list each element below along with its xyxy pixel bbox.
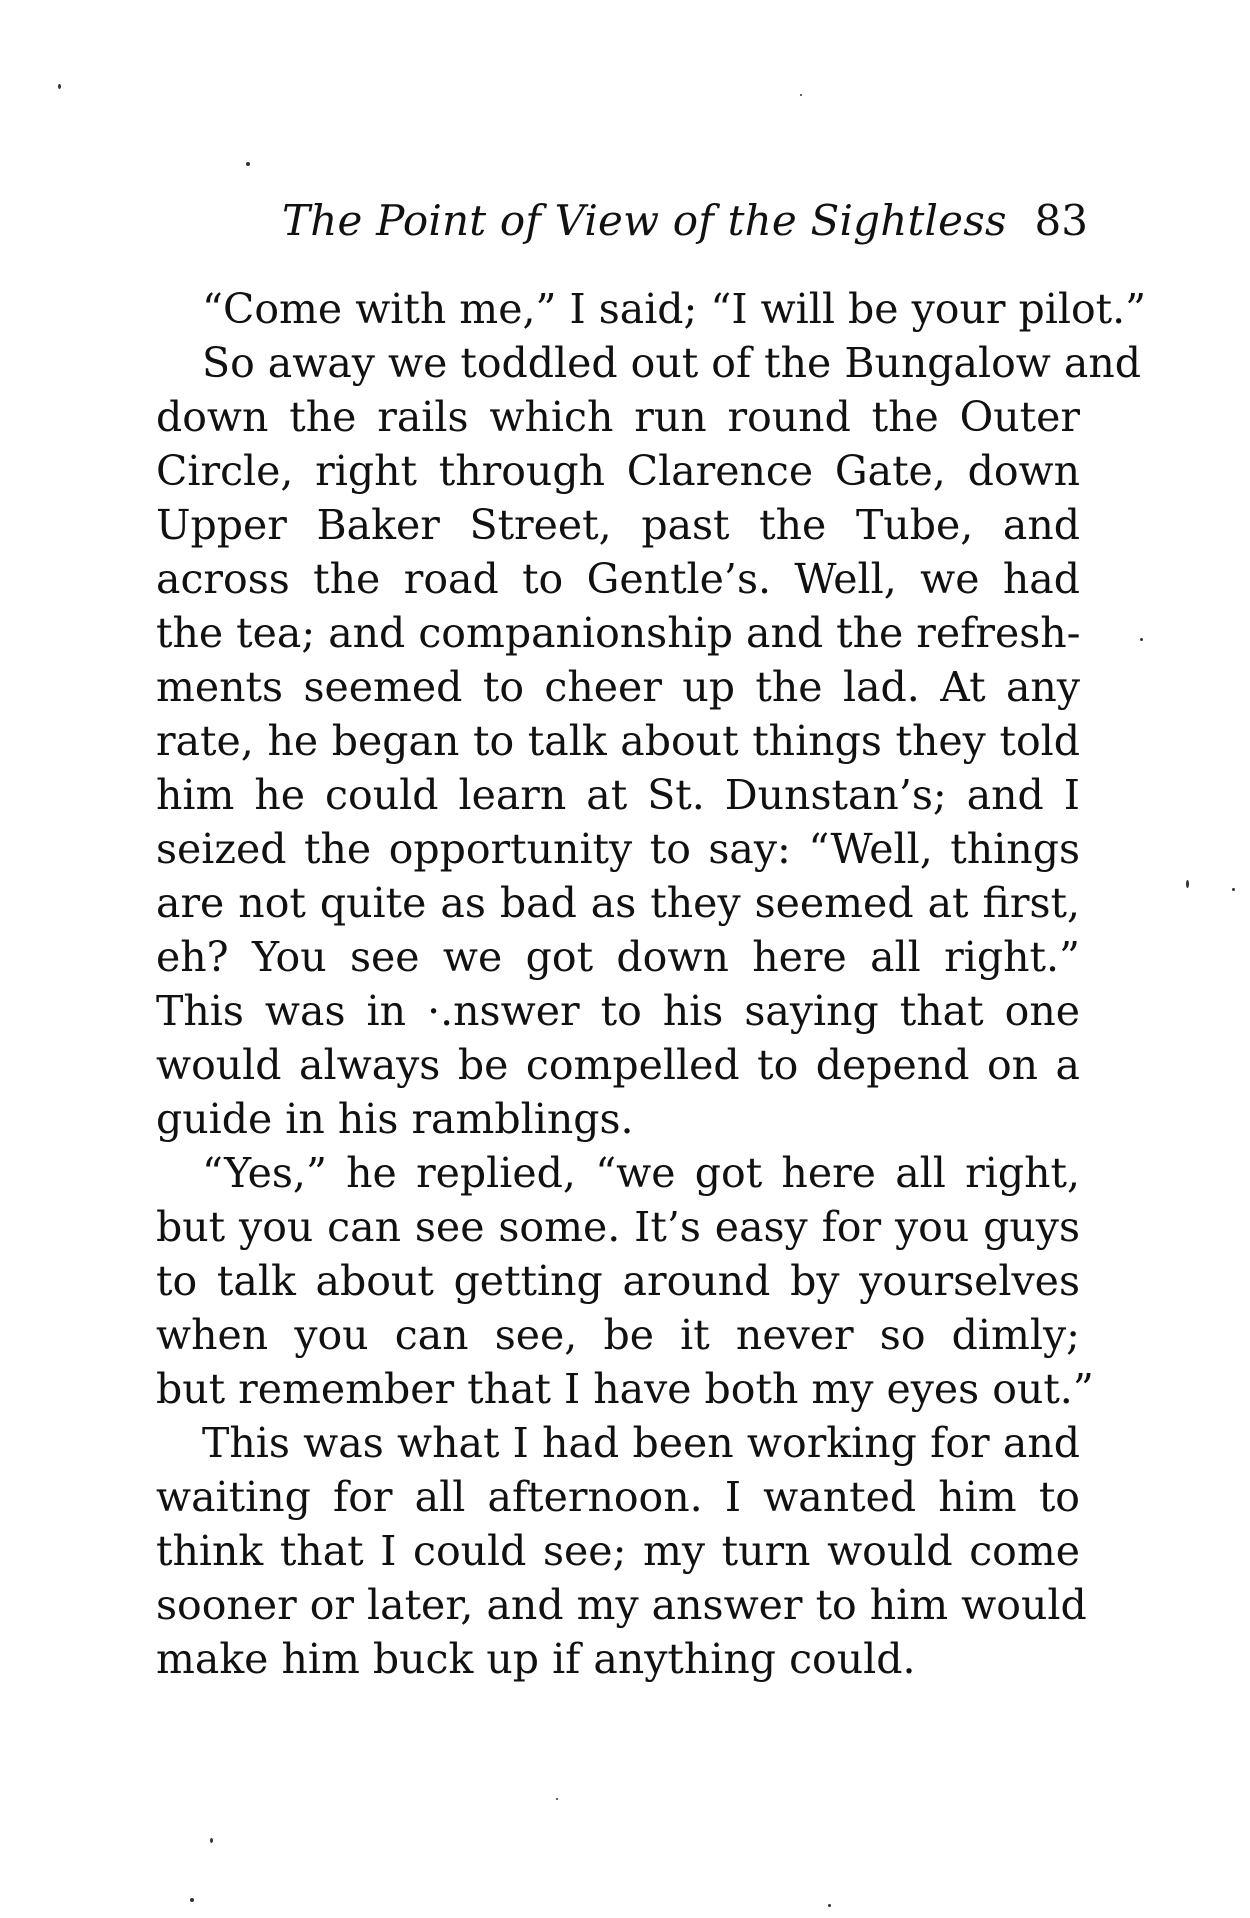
text-line: would always be compelled to depend on a xyxy=(156,1041,1080,1089)
text-line: down the rails which run round the Outer xyxy=(156,393,1080,441)
scan-speck xyxy=(1232,888,1235,891)
text-line: think that I could see; my turn would come xyxy=(156,1527,1080,1575)
scan-speck xyxy=(246,162,250,166)
text-line: are not quite as bad as they seemed at first, xyxy=(156,879,1080,927)
scan-speck xyxy=(1140,638,1143,641)
text-line: Circle, right through Clarence Gate, down xyxy=(156,447,1080,495)
text-line: guide in his ramblings. xyxy=(156,1095,634,1143)
body-text xyxy=(156,282,1147,1686)
scan-speck xyxy=(800,94,802,96)
text-line: when you can see, be it never so dimly; xyxy=(156,1311,1080,1359)
scan-speck xyxy=(828,1904,831,1907)
text-line: rate, he began to talk about things they told xyxy=(156,717,1080,765)
scan-speck xyxy=(556,1798,558,1800)
text-line: So away we toddled out of the Bungalow and xyxy=(202,339,1141,387)
text-line: the tea; and companionship and the refresh- xyxy=(156,609,1081,657)
scan-speck xyxy=(1186,880,1189,888)
scan-speck xyxy=(210,1838,213,1843)
text-line: “Come with me,” I said; “I will be your pilot.” xyxy=(202,285,1147,333)
text-line: waiting for all afternoon. I wanted him to xyxy=(156,1473,1080,1521)
page-number: 83 xyxy=(1034,196,1088,245)
text-line: make him buck up if anything could. xyxy=(156,1635,916,1683)
text-line: across the road to Gentle’s. Well, we had xyxy=(156,555,1080,603)
text-line: Upper Baker Street, past the Tube, and xyxy=(156,501,1080,549)
scan-speck xyxy=(190,1898,194,1902)
scan-speck xyxy=(58,84,61,89)
text-line: but you can see some. It’s easy for you guys xyxy=(156,1203,1080,1251)
text-line: to talk about getting around by yourselves xyxy=(156,1257,1080,1305)
text-line: “Yes,” he replied, “we got here all right, xyxy=(202,1149,1080,1197)
text-line: sooner or later, and my answer to him would xyxy=(156,1581,1087,1629)
text-line: seized the opportunity to say: “Well, things xyxy=(156,825,1080,873)
text-line: him he could learn at St. Dunstan’s; and I xyxy=(156,771,1080,819)
text-line: This was what I had been working for and xyxy=(202,1419,1080,1467)
text-line: eh? You see we got down here all right.” xyxy=(156,933,1080,981)
running-head xyxy=(282,196,1088,248)
running-title: The Point of View of the Sightless xyxy=(282,196,1007,245)
text-line: This was in ·.nswer to his saying that one xyxy=(156,987,1080,1035)
text-line: ments seemed to cheer up the lad. At any xyxy=(156,663,1080,711)
text-line: but remember that I have both my eyes out.” xyxy=(156,1365,1094,1413)
